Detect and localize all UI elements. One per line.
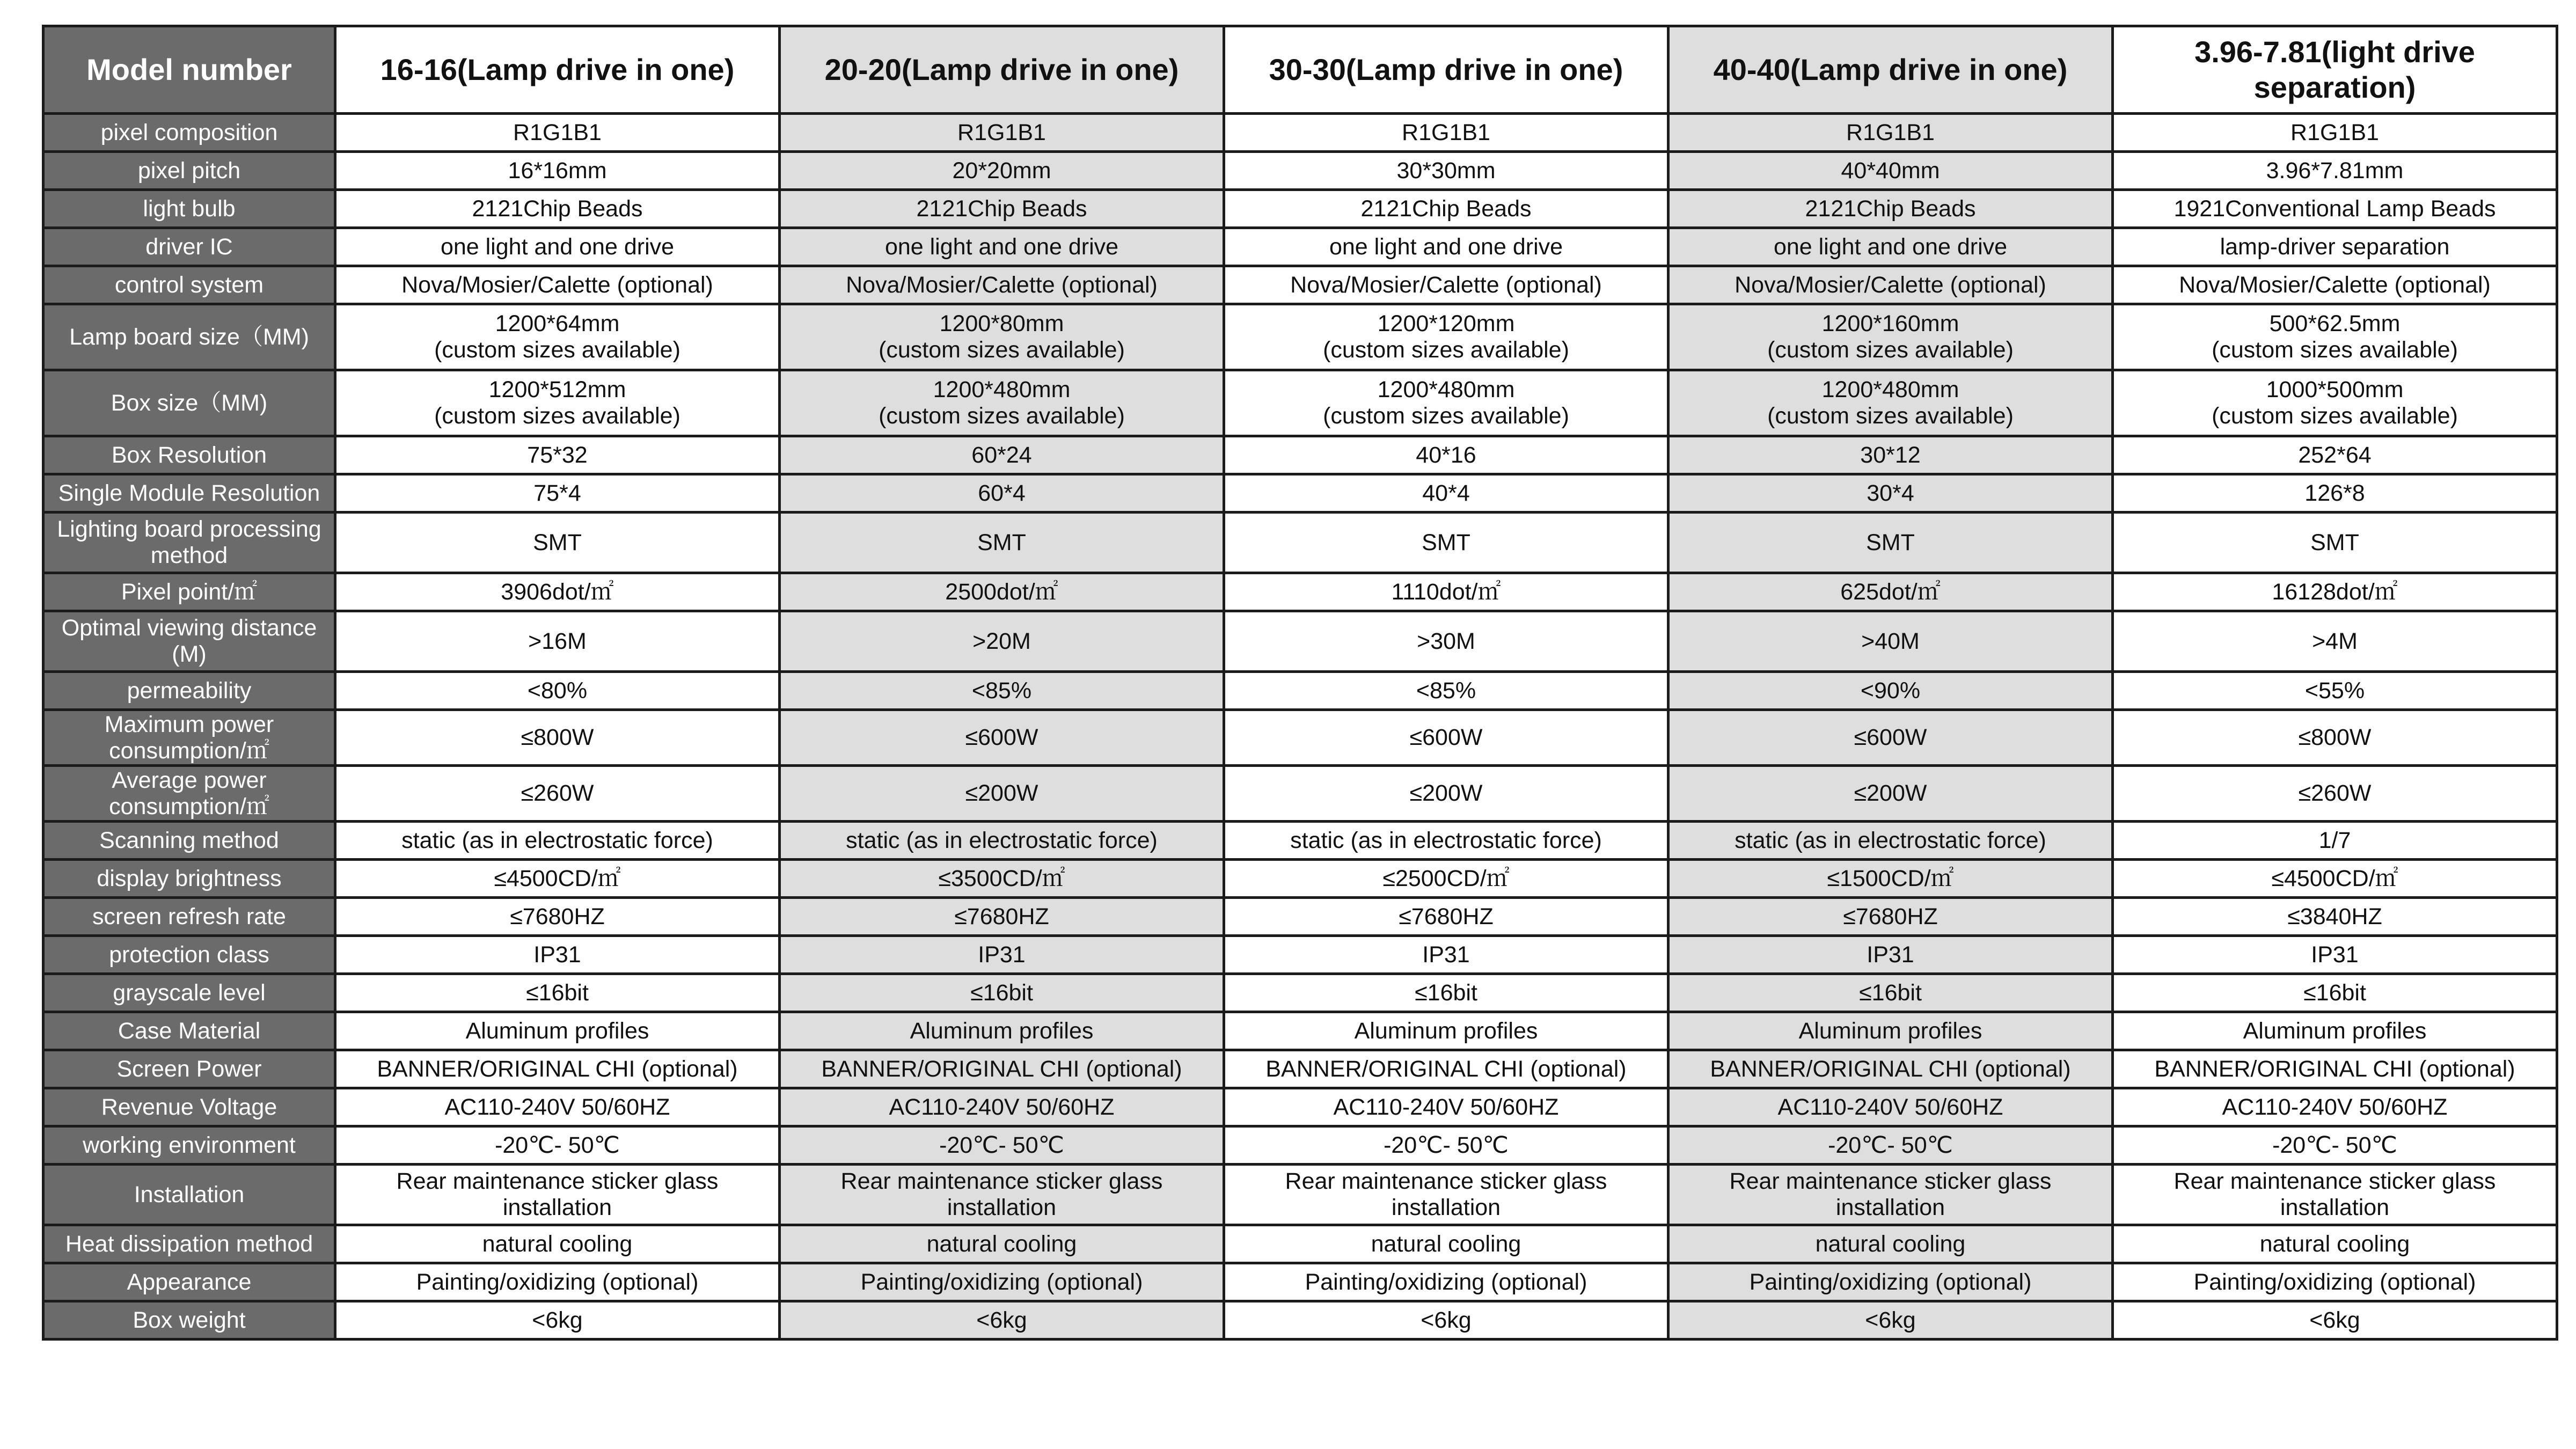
column-header-30-30: 30-30(Lamp drive in one) (1224, 26, 1668, 114)
row-label: Case Material (43, 1012, 335, 1050)
table-cell: -20℃- 50℃ (2113, 1126, 2557, 1165)
row-label: display brightness (43, 860, 335, 898)
table-row (43, 228, 2557, 266)
table-cell: <55% (2113, 672, 2557, 710)
table-cell (1668, 304, 2113, 370)
table-cell: 30*4 (1668, 474, 2113, 513)
table-row (43, 573, 2557, 611)
table-cell: 30*12 (1668, 436, 2113, 474)
table-cell: static (as in electrostatic force) (1668, 822, 2113, 860)
table-cell: -20℃- 50℃ (780, 1126, 1224, 1165)
table-cell: Aluminum profiles (780, 1012, 1224, 1050)
row-label: working environment (43, 1126, 335, 1165)
table-row (43, 766, 2557, 822)
row-label: pixel composition (43, 114, 335, 152)
table-cell: natural cooling (780, 1225, 1224, 1263)
table-cell: 2121Chip Beads (1224, 190, 1668, 228)
table-row (43, 898, 2557, 936)
column-header-40-40: 40-40(Lamp drive in one) (1668, 26, 2113, 114)
cell-line: 1200*480mm (1821, 377, 1959, 402)
table-cell: Nova/Mosier/Calette (optional) (1668, 266, 2113, 304)
table-cell: 3.96*7.81mm (2113, 152, 2557, 190)
column-header-model-number: Model number (43, 26, 335, 114)
table-cell: <6kg (335, 1301, 780, 1340)
table-row (43, 860, 2557, 898)
table-cell (335, 304, 780, 370)
table-cell: AC110-240V 50/60HZ (335, 1088, 780, 1126)
table-row (43, 114, 2557, 152)
column-header-20-20: 20-20(Lamp drive in one) (780, 26, 1224, 114)
table-row (43, 974, 2557, 1012)
table-cell (1668, 370, 2113, 436)
table-cell: AC110-240V 50/60HZ (1224, 1088, 1668, 1126)
row-label: Installation (43, 1165, 335, 1225)
table-cell: -20℃- 50℃ (335, 1126, 780, 1165)
table-cell: AC110-240V 50/60HZ (780, 1088, 1224, 1126)
table-cell: Aluminum profiles (1668, 1012, 2113, 1050)
table-cell: R1G1B1 (335, 114, 780, 152)
table-cell: 2121Chip Beads (1668, 190, 2113, 228)
table-row (43, 672, 2557, 710)
table-cell: Rear maintenance sticker glass installation (1668, 1165, 2113, 1225)
table-cell: Rear maintenance sticker glass installation (780, 1165, 1224, 1225)
row-label: Lighting board processing method (43, 513, 335, 573)
table-cell: ≤2500CD/㎡ (1224, 860, 1668, 898)
table-cell: Aluminum profiles (2113, 1012, 2557, 1050)
row-label: grayscale level (43, 974, 335, 1012)
cell-line: (custom sizes available) (434, 337, 680, 363)
cell-line: (custom sizes available) (1323, 403, 1569, 429)
cell-line: (custom sizes available) (2212, 403, 2458, 429)
table-cell: ≤16bit (780, 974, 1224, 1012)
table-row (43, 513, 2557, 573)
cell-line: 500*62.5mm (2269, 311, 2401, 336)
table-cell: SMT (1224, 513, 1668, 573)
table-cell: 40*4 (1224, 474, 1668, 513)
table-cell: 126*8 (2113, 474, 2557, 513)
cell-line: (custom sizes available) (1323, 337, 1569, 363)
row-label: Screen Power (43, 1050, 335, 1088)
table-cell: Painting/oxidizing (optional) (335, 1263, 780, 1301)
table-cell: IP31 (1668, 936, 2113, 974)
table-cell: 16128dot/㎡ (2113, 573, 2557, 611)
table-cell: ≤4500CD/㎡ (2113, 860, 2557, 898)
table-cell: SMT (780, 513, 1224, 573)
table-row (43, 1301, 2557, 1340)
table-cell: ≤200W (1224, 766, 1668, 822)
cell-line: 1200*120mm (1377, 311, 1515, 336)
table-cell: BANNER/ORIGINAL CHI (optional) (1668, 1050, 2113, 1088)
table-cell: SMT (1668, 513, 2113, 573)
table-cell: Rear maintenance sticker glass installation (1224, 1165, 1668, 1225)
table-cell: BANNER/ORIGINAL CHI (optional) (2113, 1050, 2557, 1088)
table-cell: one light and one drive (1668, 228, 2113, 266)
table-row (43, 190, 2557, 228)
table-cell: R1G1B1 (2113, 114, 2557, 152)
table-cell: <6kg (1224, 1301, 1668, 1340)
row-label: permeability (43, 672, 335, 710)
table-cell: <90% (1668, 672, 2113, 710)
table-cell: static (as in electrostatic force) (780, 822, 1224, 860)
table-body (43, 114, 2557, 1340)
cell-line: 1200*480mm (933, 377, 1071, 402)
table-cell: ≤200W (1668, 766, 2113, 822)
cell-line: 1000*500mm (2266, 377, 2404, 402)
table-cell (335, 370, 780, 436)
table-cell: BANNER/ORIGINAL CHI (optional) (335, 1050, 780, 1088)
table-cell: 60*24 (780, 436, 1224, 474)
table-cell: one light and one drive (1224, 228, 1668, 266)
cell-line: (custom sizes available) (1767, 337, 2014, 363)
row-label: Revenue Voltage (43, 1088, 335, 1126)
table-cell (1224, 370, 1668, 436)
table-cell: one light and one drive (335, 228, 780, 266)
table-cell: 1110dot/㎡ (1224, 573, 1668, 611)
table-cell: 30*30mm (1224, 152, 1668, 190)
cell-line: 1200*80mm (939, 311, 1064, 336)
table-cell: AC110-240V 50/60HZ (2113, 1088, 2557, 1126)
cell-line: (custom sizes available) (434, 403, 680, 429)
table-cell: ≤200W (780, 766, 1224, 822)
table-cell (2113, 370, 2557, 436)
table-cell: static (as in electrostatic force) (335, 822, 780, 860)
table-cell: R1G1B1 (780, 114, 1224, 152)
row-label: Maximum power consumption/㎡ (43, 710, 335, 766)
table-cell: 40*16 (1224, 436, 1668, 474)
table-cell: Nova/Mosier/Calette (optional) (1224, 266, 1668, 304)
table-cell: Aluminum profiles (1224, 1012, 1668, 1050)
table-cell: 20*20mm (780, 152, 1224, 190)
row-label: Appearance (43, 1263, 335, 1301)
cell-line: (custom sizes available) (2212, 337, 2458, 363)
table-cell: Nova/Mosier/Calette (optional) (2113, 266, 2557, 304)
table-row (43, 304, 2557, 370)
column-header-16-16: 16-16(Lamp drive in one) (335, 26, 780, 114)
table-cell: -20℃- 50℃ (1668, 1126, 2113, 1165)
table-cell (1224, 304, 1668, 370)
row-label: control system (43, 266, 335, 304)
row-label: pixel pitch (43, 152, 335, 190)
table-cell: >4M (2113, 611, 2557, 672)
table-cell: >20M (780, 611, 1224, 672)
table-row (43, 1263, 2557, 1301)
table-cell: >16M (335, 611, 780, 672)
table-cell: 2121Chip Beads (780, 190, 1224, 228)
table-row (43, 266, 2557, 304)
table-cell: ≤600W (1668, 710, 2113, 766)
table-cell: Painting/oxidizing (optional) (780, 1263, 1224, 1301)
table-cell: ≤800W (335, 710, 780, 766)
table-cell: IP31 (335, 936, 780, 974)
table-cell: -20℃- 50℃ (1224, 1126, 1668, 1165)
table-cell: static (as in electrostatic force) (1224, 822, 1668, 860)
row-label: Box Resolution (43, 436, 335, 474)
table-cell: ≤16bit (1668, 974, 2113, 1012)
table-cell: ≤7680HZ (335, 898, 780, 936)
table-row (43, 1165, 2557, 1225)
table-cell: natural cooling (2113, 1225, 2557, 1263)
table-cell: IP31 (1224, 936, 1668, 974)
table-cell: SMT (335, 513, 780, 573)
table-cell (780, 370, 1224, 436)
table-cell: AC110-240V 50/60HZ (1668, 1088, 2113, 1126)
table-row (43, 1050, 2557, 1088)
cell-line: (custom sizes available) (879, 403, 1125, 429)
table-cell: BANNER/ORIGINAL CHI (optional) (780, 1050, 1224, 1088)
table-cell: natural cooling (1224, 1225, 1668, 1263)
table-cell: 75*4 (335, 474, 780, 513)
column-header-3-96-7-81: 3.96-7.81(light drive separation) (2113, 26, 2557, 114)
spec-table (42, 25, 2558, 1341)
cell-line: (custom sizes available) (1767, 403, 2014, 429)
table-cell: Painting/oxidizing (optional) (2113, 1263, 2557, 1301)
row-label: Heat dissipation method (43, 1225, 335, 1263)
cell-line: 1200*512mm (488, 377, 626, 402)
table-row (43, 710, 2557, 766)
table-cell: <85% (1224, 672, 1668, 710)
table-cell: IP31 (2113, 936, 2557, 974)
row-label: Box weight (43, 1301, 335, 1340)
table-cell: 2121Chip Beads (335, 190, 780, 228)
cell-line: 1200*160mm (1821, 311, 1959, 336)
table-row (43, 1012, 2557, 1050)
table-cell: ≤4500CD/㎡ (335, 860, 780, 898)
table-cell: ≤7680HZ (1224, 898, 1668, 936)
table-cell: Rear maintenance sticker glass installation (335, 1165, 780, 1225)
row-label: Scanning method (43, 822, 335, 860)
cell-line: 1200*480mm (1377, 377, 1515, 402)
table-row (43, 1225, 2557, 1263)
table-cell: 40*40mm (1668, 152, 2113, 190)
table-cell: IP31 (780, 936, 1224, 974)
table-cell: ≤16bit (2113, 974, 2557, 1012)
table-header (43, 26, 2557, 114)
table-cell: Painting/oxidizing (optional) (1224, 1263, 1668, 1301)
cell-line: 1200*64mm (495, 311, 620, 336)
table-cell: <80% (335, 672, 780, 710)
table-cell: ≤3840HZ (2113, 898, 2557, 936)
table-cell: ≤600W (1224, 710, 1668, 766)
cell-line: (custom sizes available) (879, 337, 1125, 363)
table-cell: ≤7680HZ (1668, 898, 2113, 936)
table-row (43, 822, 2557, 860)
row-label: driver IC (43, 228, 335, 266)
table-cell: one light and one drive (780, 228, 1224, 266)
table-cell: ≤800W (2113, 710, 2557, 766)
table-cell: 1921Conventional Lamp Beads (2113, 190, 2557, 228)
row-label: Pixel point/㎡ (43, 573, 335, 611)
table-cell: >40M (1668, 611, 2113, 672)
table-cell: ≤260W (2113, 766, 2557, 822)
table-cell: 75*32 (335, 436, 780, 474)
table-row (43, 611, 2557, 672)
table-cell: R1G1B1 (1224, 114, 1668, 152)
table-cell: ≤600W (780, 710, 1224, 766)
table-row (43, 370, 2557, 436)
table-cell: natural cooling (1668, 1225, 2113, 1263)
table-cell: 625dot/㎡ (1668, 573, 2113, 611)
table-cell: ≤3500CD/㎡ (780, 860, 1224, 898)
row-label: screen refresh rate (43, 898, 335, 936)
table-cell: <6kg (1668, 1301, 2113, 1340)
table-cell: 16*16mm (335, 152, 780, 190)
table-cell: 3906dot/㎡ (335, 573, 780, 611)
table-cell: <85% (780, 672, 1224, 710)
table-cell: BANNER/ORIGINAL CHI (optional) (1224, 1050, 1668, 1088)
table-cell: ≤7680HZ (780, 898, 1224, 936)
table-cell: SMT (2113, 513, 2557, 573)
table-cell: 1/7 (2113, 822, 2557, 860)
table-cell: <6kg (2113, 1301, 2557, 1340)
table-cell: >30M (1224, 611, 1668, 672)
table-row (43, 936, 2557, 974)
row-label: light bulb (43, 190, 335, 228)
table-cell: Aluminum profiles (335, 1012, 780, 1050)
table-cell: Rear maintenance sticker glass installation (2113, 1165, 2557, 1225)
row-label: Lamp board size（MM) (43, 304, 335, 370)
header-row (43, 26, 2557, 114)
table-cell: 2500dot/㎡ (780, 573, 1224, 611)
table-cell: Nova/Mosier/Calette (optional) (335, 266, 780, 304)
row-label: Optimal viewing distance (M) (43, 611, 335, 672)
table-cell: ≤260W (335, 766, 780, 822)
table-row (43, 436, 2557, 474)
table-row (43, 1088, 2557, 1126)
row-label: protection class (43, 936, 335, 974)
table-cell: Nova/Mosier/Calette (optional) (780, 266, 1224, 304)
row-label: Single Module Resolution (43, 474, 335, 513)
table-cell: 252*64 (2113, 436, 2557, 474)
table-cell (780, 304, 1224, 370)
table-cell: ≤16bit (1224, 974, 1668, 1012)
table-row (43, 152, 2557, 190)
table-cell (2113, 304, 2557, 370)
table-cell: 60*4 (780, 474, 1224, 513)
table-cell: ≤16bit (335, 974, 780, 1012)
table-cell: R1G1B1 (1668, 114, 2113, 152)
table-row (43, 1126, 2557, 1165)
table-row (43, 474, 2557, 513)
row-label: Box size（MM) (43, 370, 335, 436)
table-cell: natural cooling (335, 1225, 780, 1263)
table-cell: ≤1500CD/㎡ (1668, 860, 2113, 898)
table-cell: lamp-driver separation (2113, 228, 2557, 266)
table-cell: <6kg (780, 1301, 1224, 1340)
table-cell: Painting/oxidizing (optional) (1668, 1263, 2113, 1301)
row-label: Average power consumption/㎡ (43, 766, 335, 822)
